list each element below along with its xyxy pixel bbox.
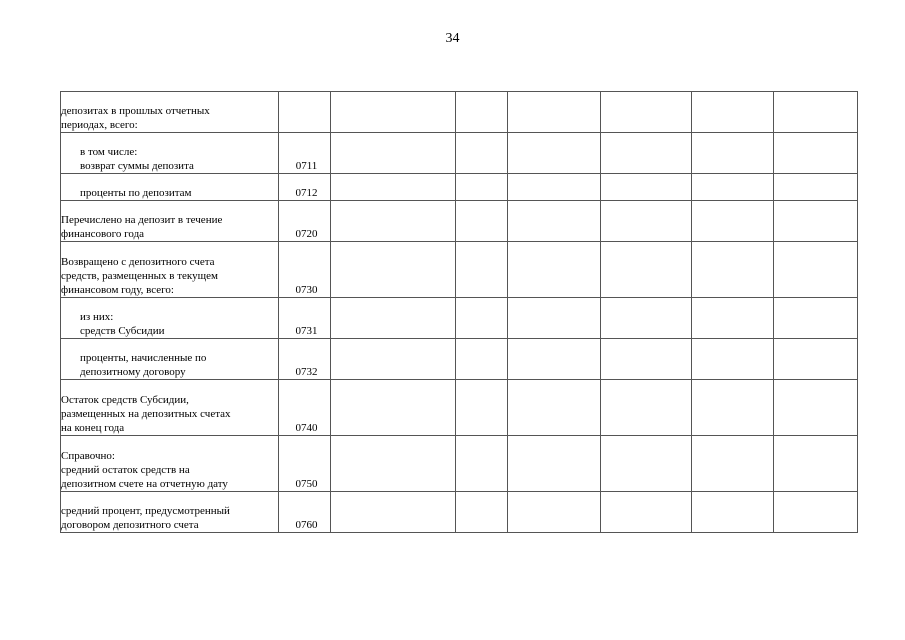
empty-value-cell [508,436,601,492]
row-code [279,92,331,133]
empty-value-cell [692,92,774,133]
row-code-value: 0750 [295,478,318,490]
empty-value-cell [331,92,456,133]
row-code-value: 0730 [295,284,318,296]
empty-value-cell [601,436,692,492]
empty-value-cell [508,201,601,242]
empty-value-cell [601,133,692,174]
empty-value-cell [774,92,858,133]
row-code [279,492,331,533]
empty-value-cell [508,298,601,339]
row-code-value: 0720 [295,228,318,240]
row-label-line: Остаток средств Субсидии, [61,394,189,406]
row-label-line: проценты, начисленные по [80,352,207,364]
empty-value-cell [692,133,774,174]
row-code [279,380,331,436]
empty-value-cell [456,92,508,133]
row-label-line: средний процент, предусмотренный [61,505,230,517]
empty-value-cell [692,174,774,201]
empty-value-cell [774,380,858,436]
row-label-line: на конец года [61,422,125,434]
empty-value-cell [508,492,601,533]
empty-value-cell [692,201,774,242]
empty-value-cell [601,201,692,242]
empty-value-cell [601,92,692,133]
empty-value-cell [692,298,774,339]
row-label-line: размещенных на депозитных счетах [61,408,231,420]
row-label-line: средств, размещенных в текущем [61,270,218,282]
empty-value-cell [456,298,508,339]
row-code [279,298,331,339]
row-label-line: Перечислено на депозит в течение [61,214,223,226]
empty-value-cell [774,133,858,174]
table-row [61,339,858,380]
row-code-value: 0712 [295,187,318,199]
empty-value-cell [601,174,692,201]
empty-value-cell [508,92,601,133]
table-row [61,92,858,133]
empty-value-cell [692,436,774,492]
empty-value-cell [601,298,692,339]
row-label-line: депозитах в прошлых отчетных [61,105,210,117]
row-label-line: финансового года [61,228,145,240]
empty-value-cell [331,242,456,298]
row-label-line: проценты по депозитам [80,187,192,199]
row-code [279,436,331,492]
row-label-line: из них: [80,311,114,323]
row-label [61,492,279,533]
empty-value-cell [331,133,456,174]
empty-value-cell [774,298,858,339]
deposit-report-table [60,91,858,533]
table-row [61,380,858,436]
row-label-line: периодах, всего: [61,119,138,131]
row-code-value: 0731 [295,325,318,337]
empty-value-cell [692,380,774,436]
empty-value-cell [456,201,508,242]
row-label-line: Возвращено с депозитного счета [61,256,215,268]
empty-value-cell [456,174,508,201]
empty-value-cell [774,174,858,201]
empty-value-cell [331,339,456,380]
row-code [279,339,331,380]
row-label [61,201,279,242]
empty-value-cell [692,492,774,533]
empty-value-cell [508,174,601,201]
row-code-value: 0740 [295,422,318,434]
page-number: 34 [445,31,460,46]
row-code-value: 0711 [295,160,318,172]
empty-value-cell [456,133,508,174]
row-code [279,242,331,298]
empty-value-cell [456,492,508,533]
row-label-line: финансовом году, всего: [61,284,174,296]
row-label [61,174,279,201]
row-code [279,133,331,174]
empty-value-cell [456,242,508,298]
empty-value-cell [331,174,456,201]
row-label-line: депозитному договору [80,366,186,378]
row-label-line: средний остаток средств на [61,464,190,476]
empty-value-cell [774,339,858,380]
row-label [61,339,279,380]
empty-value-cell [508,133,601,174]
row-code [279,201,331,242]
empty-value-cell [331,436,456,492]
empty-value-cell [508,242,601,298]
row-label [61,92,279,133]
empty-value-cell [456,339,508,380]
row-code-value: 0760 [295,519,318,531]
row-label-line: депозитном счете на отчетную дату [61,478,228,490]
table-row [61,242,858,298]
empty-value-cell [331,201,456,242]
empty-value-cell [774,242,858,298]
empty-value-cell [774,201,858,242]
empty-value-cell [508,339,601,380]
empty-value-cell [601,380,692,436]
table-row [61,174,858,201]
empty-value-cell [331,380,456,436]
row-label [61,380,279,436]
row-code [279,174,331,201]
table-row [61,298,858,339]
row-label-line: средств Субсидии [80,325,165,337]
empty-value-cell [601,242,692,298]
empty-value-cell [692,242,774,298]
empty-value-cell [331,492,456,533]
row-label-line: Справочно: [61,450,115,462]
empty-value-cell [456,436,508,492]
row-label-line: возврат суммы депозита [80,160,194,172]
row-label [61,298,279,339]
empty-value-cell [331,298,456,339]
table-row [61,133,858,174]
empty-value-cell [774,492,858,533]
table-row [61,492,858,533]
row-label [61,436,279,492]
empty-value-cell [601,339,692,380]
row-label [61,242,279,298]
row-label-line: в том числе: [80,146,138,158]
row-code-value: 0732 [295,366,318,378]
row-label [61,133,279,174]
empty-value-cell [692,339,774,380]
empty-value-cell [601,492,692,533]
empty-value-cell [774,436,858,492]
row-label-line: договором депозитного счета [61,519,199,531]
empty-value-cell [508,380,601,436]
table-row [61,201,858,242]
table-row [61,436,858,492]
empty-value-cell [456,380,508,436]
